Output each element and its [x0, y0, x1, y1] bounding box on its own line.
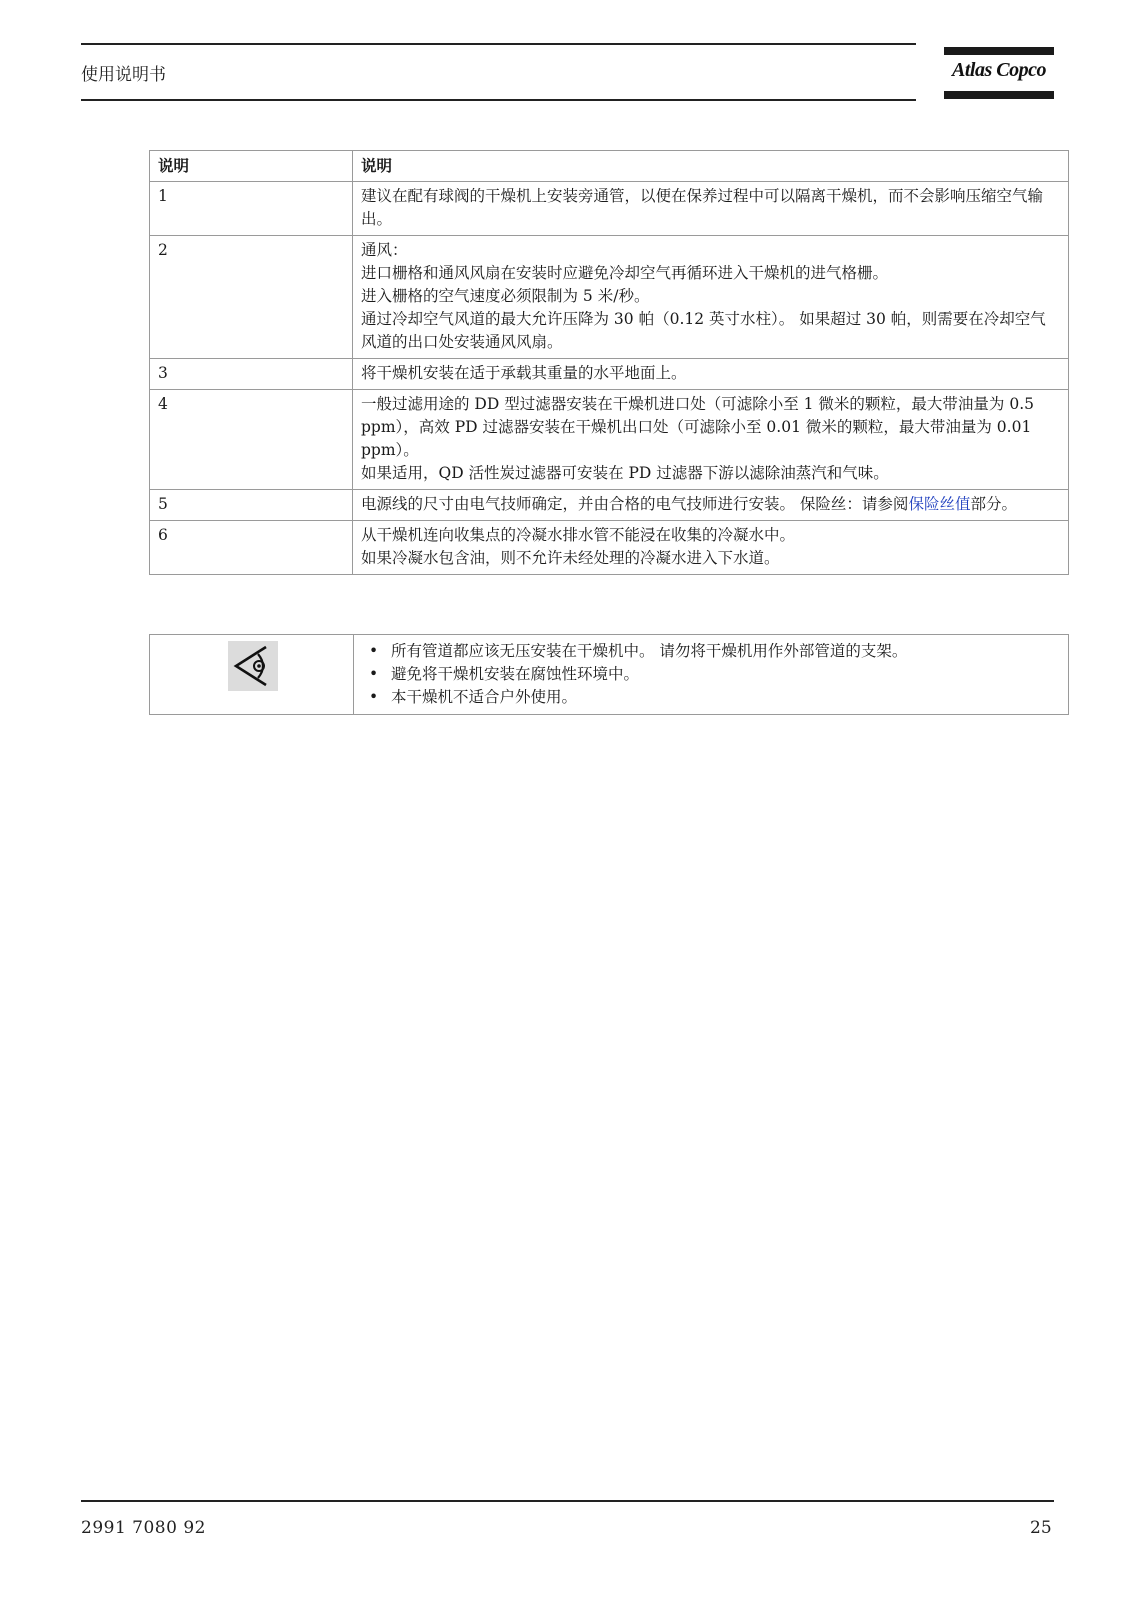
table-row: [150, 236, 1069, 359]
description-text: 部分。: [970, 495, 1017, 513]
table-row: [150, 182, 1069, 236]
description-line: 通过冷却空气风道的最大允许压降为 30 帕（0.12 英寸水柱）。 如果超过 30 帕，则需要在冷却空气风道的出口处安装通风风扇。: [361, 310, 1046, 351]
table-row: [150, 390, 1069, 490]
row-key: 5: [150, 490, 353, 521]
description-line: 建议在配有球阀的干燥机上安装旁通管，以便在保养过程中可以隔离干燥机，而不会影响压缩空气输出。: [361, 187, 1044, 228]
description-line: 通风：: [361, 241, 408, 259]
legend-table: [149, 150, 1069, 575]
legend-table-header-row: [150, 151, 1069, 182]
description-line: 进口栅格和通风风扇在安装时应避免冷却空气再循环进入干燥机的进气格栅。: [361, 264, 889, 282]
page-number: 25: [1030, 1518, 1052, 1538]
row-key: 3: [150, 359, 353, 390]
note-table: [149, 634, 1069, 715]
header-top-rule: [81, 43, 916, 45]
description-text: 电源线的尺寸由电气技师确定，并由合格的电气技师进行安装。 保险丝：请参阅: [361, 495, 909, 513]
list-item: • 避免将干燥机安装在腐蚀性环境中。: [391, 663, 1061, 686]
row-description: [353, 521, 1069, 575]
description-line: 从干燥机连向收集点的冷凝水排水管不能浸在收集的冷凝水中。: [361, 526, 796, 544]
legend-header-description: 说明: [353, 151, 1069, 182]
row-description: [353, 182, 1069, 236]
document-number: 2991 7080 92: [81, 1518, 206, 1538]
note-icon-cell: [150, 635, 354, 715]
list-item: • 本干燥机不适合户外使用。: [391, 686, 1061, 709]
legend-header-key: 说明: [150, 151, 353, 182]
description-line: 一般过滤用途的 DD 型过滤器安装在干燥机进口处（可滤除小至 1 微米的颗粒，最大带油量为 0.5 ppm），高效 PD 过滤器安装在干燥机出口处（可滤除小至 0.01 微米的颗粒，最大带油量为 0.01 ppm）。: [361, 395, 1035, 459]
row-key: 6: [150, 521, 353, 575]
description-line: 如果冷凝水包含油，则不允许未经处理的冷凝水进入下水道。: [361, 549, 780, 567]
list-item: • 所有管道都应该无压安装在干燥机中。 请勿将干燥机用作外部管道的支架。: [391, 640, 1061, 663]
row-description: [353, 390, 1069, 490]
row-description: [353, 490, 1069, 521]
logo-bottom-bar: [944, 91, 1054, 99]
description-line: 进入栅格的空气速度必须限制为 5 米/秒。: [361, 287, 650, 305]
description-line: 将干燥机安装在适于承载其重量的水平地面上。: [361, 364, 687, 382]
row-key: 2: [150, 236, 353, 359]
table-row: [150, 490, 1069, 521]
fuse-values-link[interactable]: 保险丝值: [908, 495, 971, 513]
note-text-cell: [354, 635, 1069, 715]
page-header-title: 使用说明书: [81, 65, 166, 85]
table-row: [150, 359, 1069, 390]
table-row: [150, 521, 1069, 575]
atlas-copco-logo: [944, 47, 1054, 102]
note-list: [355, 636, 1067, 713]
logo-top-bar: [944, 47, 1054, 55]
logo-wordmark: Atlas Copco: [952, 59, 1046, 81]
row-description: [353, 236, 1069, 359]
description-line: 如果适用，QD 活性炭过滤器可安装在 PD 过滤器下游以滤除油蒸汽和气味。: [361, 464, 889, 482]
note-row: [150, 635, 1069, 715]
row-description: [353, 359, 1069, 390]
eye-icon: [228, 641, 278, 691]
header-bottom-rule: [81, 99, 916, 101]
footer-rule: [81, 1500, 1054, 1502]
row-key: 1: [150, 182, 353, 236]
row-key: 4: [150, 390, 353, 490]
